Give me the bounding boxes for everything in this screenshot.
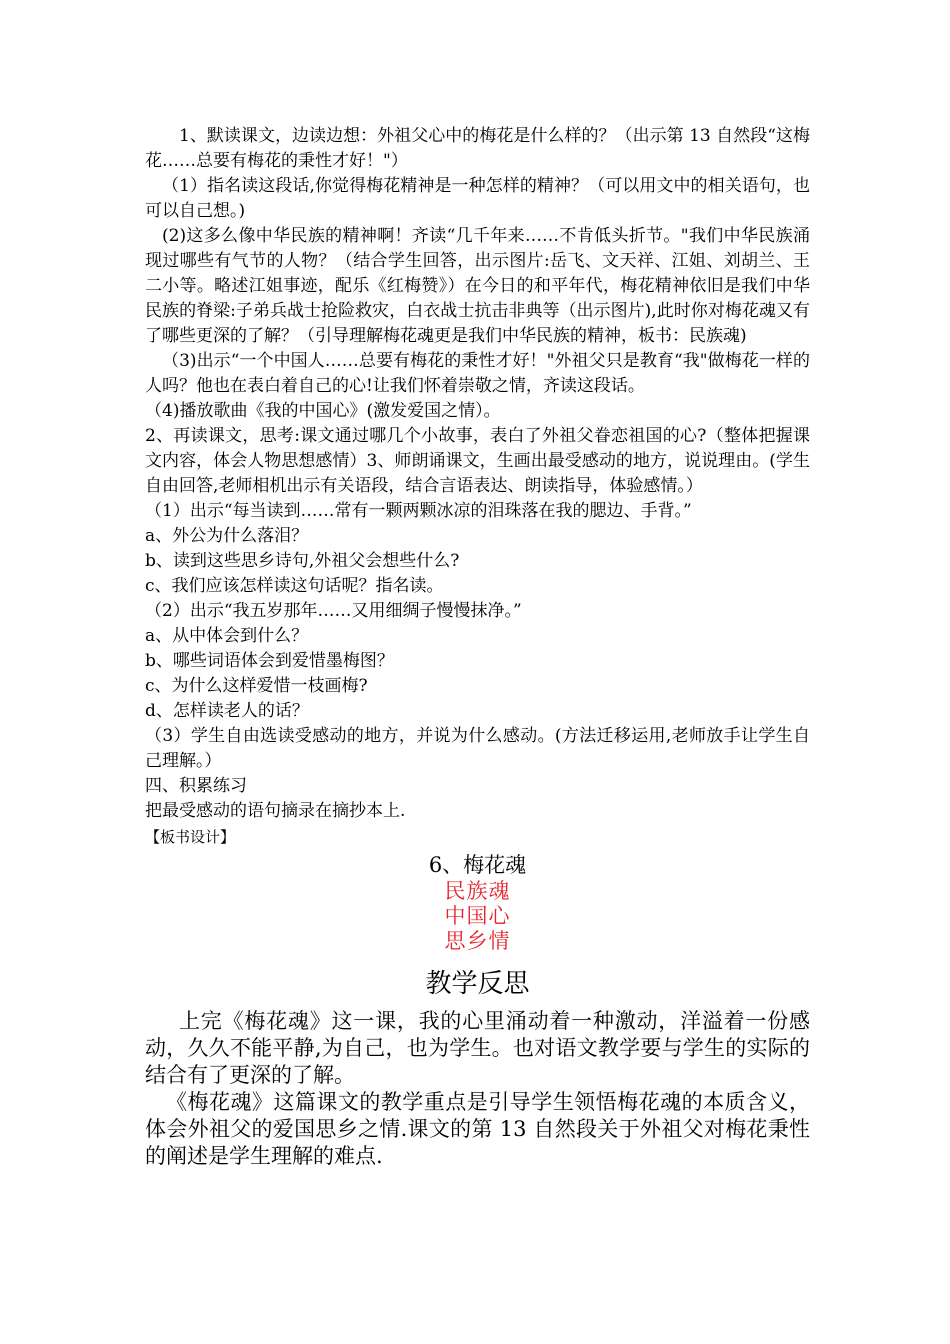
paragraph-step-3-1: （1）出示“每当读到……常有一颗两颗冰凉的泪珠落在我的腮边、手背。” bbox=[145, 501, 692, 521]
board-item-homesickness: 思乡情 bbox=[444, 929, 511, 953]
reflection-paragraph: 上完《梅花魂》这一课，我的心里涌动着一种激动，洋溢着一份感动，久久不能平静,为自己，也为学生。也对语文教学要与学生的实际的结合有了更深的了解。 bbox=[145, 1009, 810, 1087]
board-design-label: 【板书设计】 bbox=[145, 828, 236, 846]
paragraph-step-1-3: （3)出示“一个中国人……总要有梅花的秉性才好！"外祖父只是教育“我"做梅花一样的人吗？他也在表白着自己的心!让我们怀着崇敬之情，齐读这段话。 bbox=[145, 351, 810, 396]
paragraph-step-1-1: （1）指名读这段话,你觉得梅花精神是一种怎样的精神？（可以用文中的相关语句，也可以自己想。) bbox=[145, 176, 810, 221]
list-item: b、哪些词语体会到爱惜墨梅图？ bbox=[145, 651, 394, 671]
board-item-chinese-heart: 中国心 bbox=[444, 904, 511, 928]
list-item: b、读到这些思乡诗句,外祖父会想些什么? bbox=[145, 551, 460, 571]
list-item: d、怎样读老人的话？ bbox=[145, 701, 309, 721]
list-item: c、为什么这样爱惜一枝画梅? bbox=[145, 676, 368, 696]
document-body bbox=[145, 124, 810, 1170]
list-item: a、外公为什么落泪？ bbox=[145, 526, 309, 546]
paragraph-practice: 把最受感动的语句摘录在摘抄本上. bbox=[145, 801, 406, 821]
paragraph-step-1-4: （4)播放歌曲《我的中国心》(激发爱国之情）。 bbox=[145, 401, 501, 421]
board-item-nation-soul: 民族魂 bbox=[444, 879, 511, 903]
paragraph-step-1: 1、默读课文，边读边想：外祖父心中的梅花是什么样的？（出示第 13 自然段“这梅花……总要有梅花的秉性才好！"） bbox=[145, 126, 810, 171]
section-heading-practice: 四、积累练习 bbox=[145, 776, 247, 796]
paragraph-step-1-2: (2)这多么像中华民族的精神啊！齐读“几千年来……不肯低头折节。"我们中华民族涌现过哪些有气节的人物？（结合学生回答，出示图片:岳飞、文天祥、江姐、刘胡兰、王二小等。略述江姐事迹，配乐《红梅赞》）在今日的和平年代，梅花精神依旧是我们中华民族的脊梁:子弟兵战士抢险救灾，白衣战士抗击非典等（出示图片),此时你对梅花魂又有了哪些更深的了解？（引导理解梅花魂更是我们中华民族的精神，板书：民族魂) bbox=[145, 226, 810, 346]
list-item: c、我们应该怎样读这句话呢？指名读。 bbox=[145, 576, 444, 596]
paragraph-step-3-2: （2）出示“我五岁那年……又用细绸子慢慢抹净。” bbox=[145, 601, 522, 621]
board-design bbox=[145, 852, 810, 954]
paragraph-step-3-3: （3）学生自由选读受感动的地方，并说为什么感动。(方法迁移运用,老师放手让学生自己理解。） bbox=[145, 726, 810, 771]
reflection-paragraph: 《梅花魂》这篇课文的教学重点是引导学生领悟梅花魂的本质含义，体会外祖父的爱国思乡之情.课文的第 13 自然段关于外祖父对梅花秉性的阐述是学生理解的难点. bbox=[145, 1090, 810, 1168]
list-item: a、从中体会到什么？ bbox=[145, 626, 309, 646]
reflection-title: 教学反思 bbox=[425, 969, 530, 999]
board-title: 6、梅花魂 bbox=[428, 853, 527, 877]
paragraph-step-2: 2、再读课文，思考:课文通过哪几个小故事，表白了外祖父眷恋祖国的心?（整体把握课文内容，体会人物思想感情）3、师朗诵课文，生画出最受感动的地方，说说理由。(学生自由回答,老师相机出示有关语段，结合言语表达、朗读指导，体验感情。） bbox=[145, 426, 810, 496]
